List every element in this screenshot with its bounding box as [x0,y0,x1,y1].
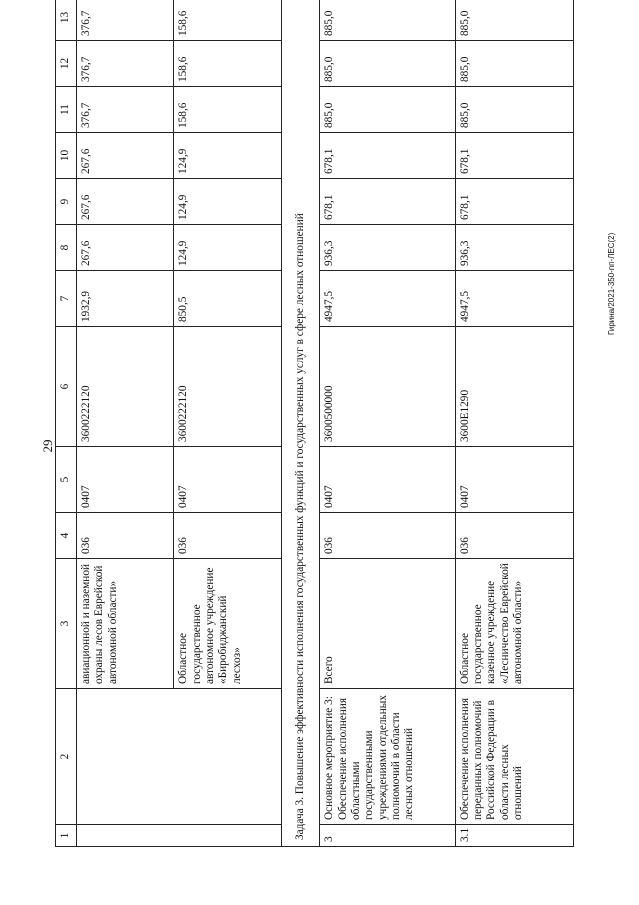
document-code [605,115,619,335]
header-cell: 3 [56,559,77,689]
value-cell: 885,0 [320,41,455,87]
value-cell: 3600Е1290 [455,327,573,447]
value-cell: 267,6 [77,179,174,225]
header-cell: 5 [56,447,77,513]
header-cell: 10 [56,133,77,179]
value-cell: 936,3 [455,225,573,271]
value-cell: 267,6 [77,225,174,271]
header-cell: 11 [56,87,77,133]
value-cell: 885,0 [320,0,455,41]
value-cell: 036 [174,513,282,559]
header-row [56,0,77,847]
header-cell: 2 [56,689,77,825]
value-cell: 376,7 [77,87,174,133]
value-cell: 0407 [174,447,282,513]
value-cell: 0407 [77,447,174,513]
value-cell: 678,1 [455,133,573,179]
value-cell: 0407 [455,447,573,513]
value-cell: 850,5 [174,271,282,327]
value-cell: 3600500000 [320,327,455,447]
value-cell: 678,1 [320,133,455,179]
value-cell: 1932,9 [77,271,174,327]
header-cell: 7 [56,271,77,327]
table-row-3-1 [455,0,573,847]
value-cell: 267,6 [77,133,174,179]
num-cell [77,825,282,847]
num-cell: 3.1 [455,825,573,847]
value-cell: 936,3 [320,225,455,271]
header-cell: 1 [56,825,77,847]
value-cell: 885,0 [455,87,573,133]
value-cell: 036 [455,513,573,559]
value-cell: 124,9 [174,179,282,225]
document-code-text: Гирина/2021-350-пп-ЛЕС(2) [607,232,616,335]
value-cell: 036 [77,513,174,559]
value-cell: 124,9 [174,133,282,179]
header-cell: 9 [56,179,77,225]
header-cell: 12 [56,41,77,87]
table-row-continued [77,0,174,847]
executor-cell: авиационной и наземной охраны лесов Еврейской автономной области» [77,559,174,689]
header-cell: 6 [56,327,77,447]
value-cell: 158,6 [174,41,282,87]
table-container [55,10,574,847]
name-cell [77,689,282,825]
value-cell: 4947,5 [455,271,573,327]
executor-cell: Областное государственное автономное учреждение «Биробиджанский лесхоз» [174,559,282,689]
task-title: Задача 3. Повышение эффективности исполнения государственных функций и государственных услуг в сфере лесных отношений [282,0,320,847]
value-cell: 885,0 [455,0,573,41]
executor-cell: Всего [320,559,455,689]
value-cell: 376,7 [77,0,174,41]
page-number: 29 [40,439,55,453]
value-cell: 3600222120 [174,327,282,447]
table-row-3 [320,0,455,847]
value-cell: 678,1 [455,179,573,225]
executor-cell: Областное государственное казенное учреждение «Лесничество Еврейской автономной области» [455,559,573,689]
name-cell: Обеспечение исполнения переданных полномочий Российской Федерации в области лесных отношений [455,689,573,825]
value-cell: 036 [320,513,455,559]
header-cell: 4 [56,513,77,559]
task-row [282,0,320,847]
name-cell: Основное мероприятие 3: Обеспечение исполнения областными государственными учреждениями отдельных полномочий в области лесных отношений [320,689,455,825]
value-cell: 3600222120 [77,327,174,447]
value-cell: 4947,5 [320,271,455,327]
num-cell: 3 [320,825,455,847]
value-cell: 158,6 [174,87,282,133]
value-cell: 158,6 [174,0,282,41]
rotated-table-frame [55,10,574,847]
value-cell: 0407 [320,447,455,513]
budget-table [55,0,574,847]
header-cell: 8 [56,225,77,271]
header-cell: 13 [56,0,77,41]
value-cell: 678,1 [320,179,455,225]
value-cell: 376,7 [77,41,174,87]
value-cell: 124,9 [174,225,282,271]
value-cell: 885,0 [455,41,573,87]
value-cell: 885,0 [320,87,455,133]
